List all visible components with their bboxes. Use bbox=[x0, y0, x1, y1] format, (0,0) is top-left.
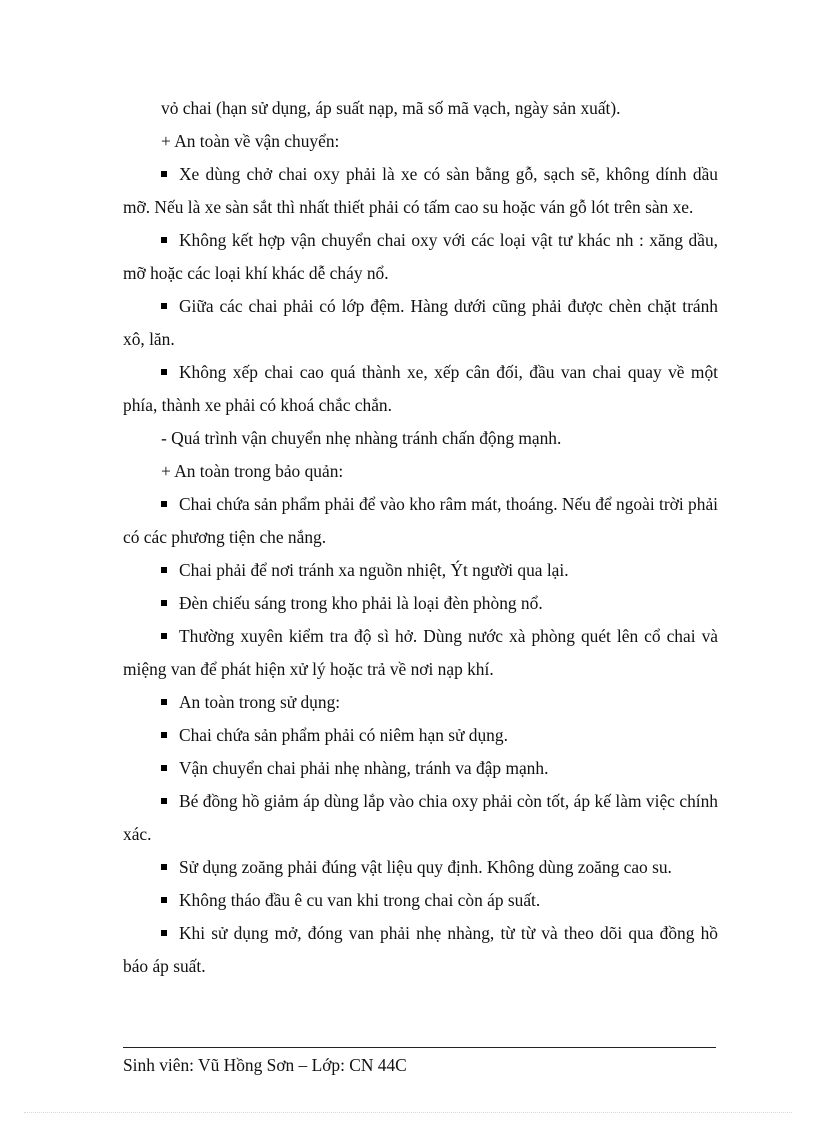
bullet-paragraph: Vận chuyển chai phải nhẹ nhàng, tránh va đập mạnh. bbox=[123, 752, 718, 785]
paragraph: - Quá trình vận chuyển nhẹ nhàng tránh chấn động mạnh. bbox=[161, 428, 562, 448]
paragraph: + An toàn về vận chuyển: bbox=[161, 131, 340, 151]
footer-divider bbox=[123, 1047, 716, 1048]
page-footer: Sinh viên: Vũ Hồng Sơn – Lớp: CN 44C bbox=[123, 1055, 407, 1075]
bullet-paragraph: Đèn chiếu sáng trong kho phải là loại đèn phòng nổ. bbox=[123, 587, 718, 620]
bullet-paragraph: Chai phải để nơi tránh xa nguồn nhiệt, Ýt người qua lại. bbox=[123, 554, 718, 587]
bullet-paragraph: An toàn trong sử dụng: bbox=[123, 686, 718, 719]
bullet-paragraph: Khi sử dụng mở, đóng van phải nhẹ nhàng, từ từ và theo dõi qua đồng hồ báo áp suất. bbox=[123, 917, 718, 983]
bullet-paragraph: Không tháo đầu ê cu van khi trong chai còn áp suất. bbox=[123, 884, 718, 917]
body-text bbox=[123, 92, 718, 983]
bullet-paragraph: Chai chứa sản phẩm phải để vào kho râm mát, thoáng. Nếu để ngoài trời phải có các phương tiện che nắng. bbox=[123, 488, 718, 554]
bullet-paragraph: Bé đồng hồ giảm áp dùng lắp vào chia oxy phải còn tốt, áp kế làm việc chính xác. bbox=[123, 785, 718, 851]
paragraph: + An toàn trong bảo quản: bbox=[161, 461, 344, 481]
page-bottom-border bbox=[24, 1112, 792, 1113]
bullet-paragraph: Chai chứa sản phẩm phải có niêm hạn sử dụng. bbox=[123, 719, 718, 752]
bullet-paragraph: Xe dùng chở chai oxy phải là xe có sàn bằng gỗ, sạch sẽ, không dính dầu mỡ. Nếu là xe sàn sắt thì nhất thiết phải có tấm cao su hoặc ván gỗ lót trên sàn xe. bbox=[123, 158, 718, 224]
bullet-paragraph: Giữa các chai phải có lớp đệm. Hàng dưới cũng phải được chèn chặt tránh xô, lăn. bbox=[123, 290, 718, 356]
bullet-paragraph: Sử dụng zoăng phải đúng vật liệu quy định. Không dùng zoăng cao su. bbox=[123, 851, 718, 884]
bullet-paragraph: Không xếp chai cao quá thành xe, xếp cân đối, đầu van chai quay về một phía, thành xe phải có khoá chắc chắn. bbox=[123, 356, 718, 422]
bullet-paragraph: Không kết hợp vận chuyển chai oxy với các loại vật tư khác nh : xăng dầu, mỡ hoặc các loại khí khác dễ cháy nổ. bbox=[123, 224, 718, 290]
bullet-paragraph: Thường xuyên kiểm tra độ sì hở. Dùng nước xà phòng quét lên cổ chai và miệng van để phát hiện xử lý hoặc trả về nơi nạp khí. bbox=[123, 620, 718, 686]
paragraph: vỏ chai (hạn sử dụng, áp suất nạp, mã số mã vạch, ngày sản xuất). bbox=[161, 98, 621, 118]
